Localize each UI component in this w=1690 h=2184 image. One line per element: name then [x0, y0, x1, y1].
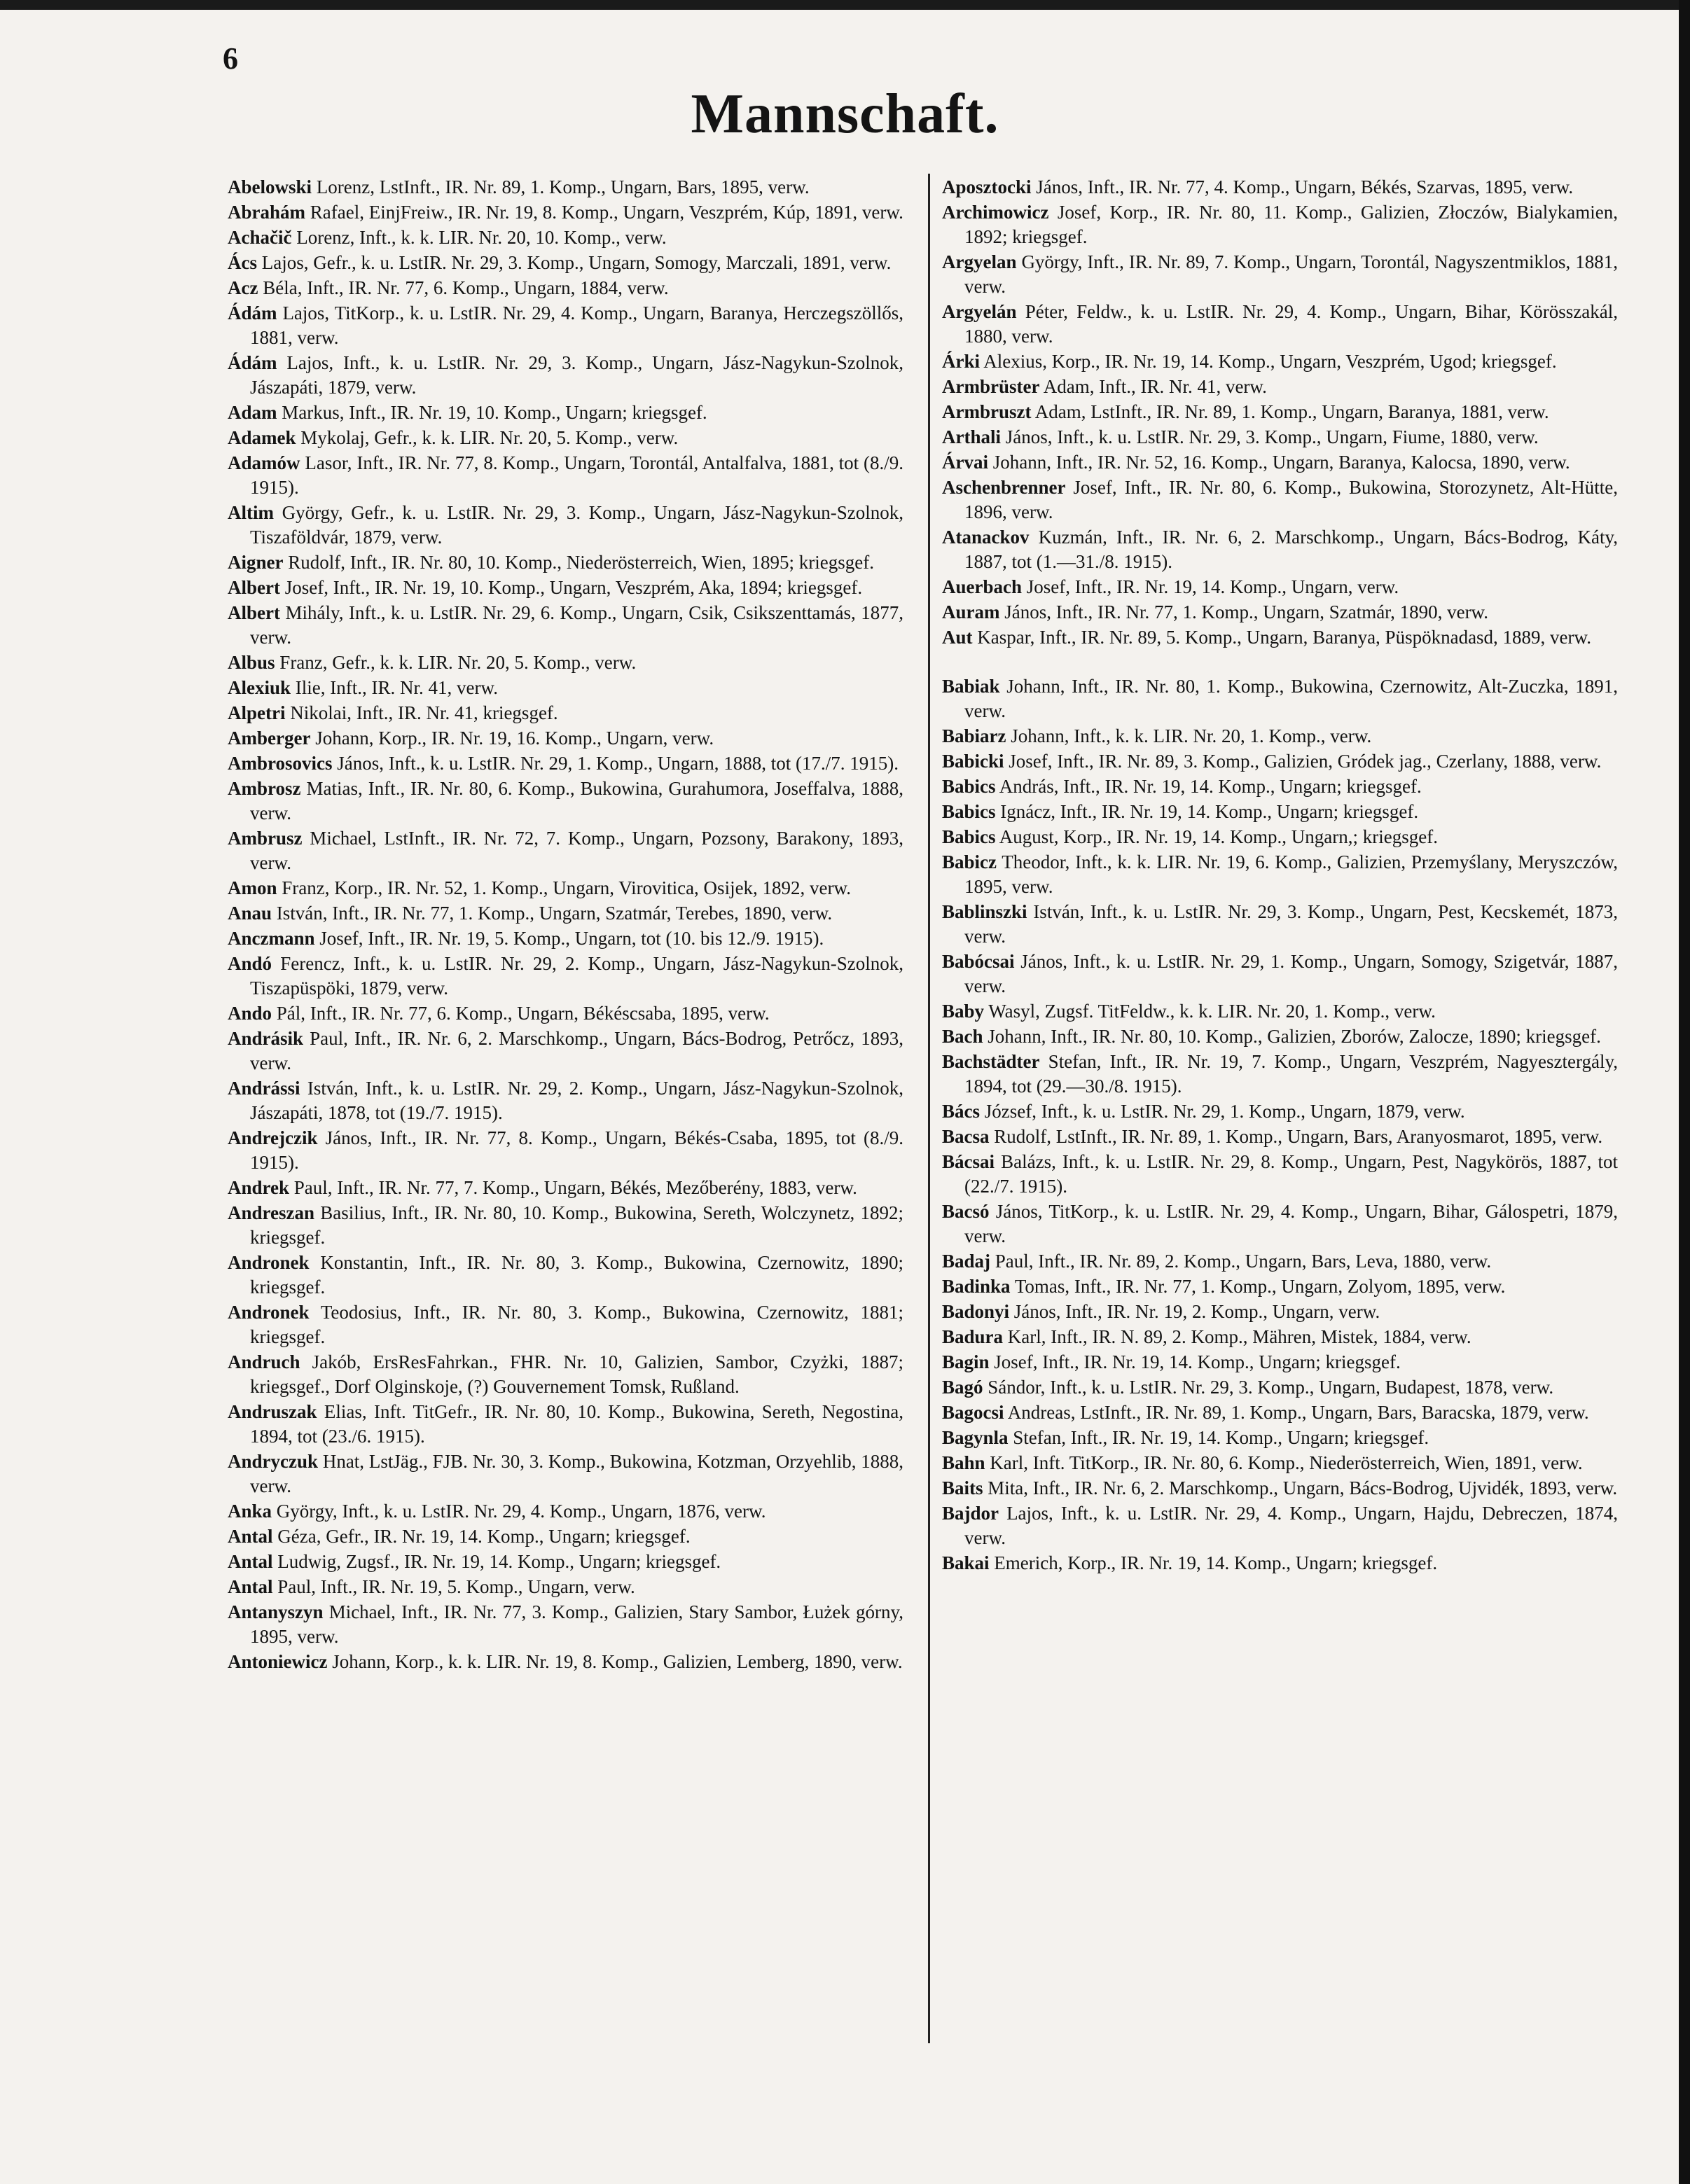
- roster-entry: [228, 1126, 903, 1175]
- entry-details: Sándor, Inft., k. u. LstIR. Nr. 29, 3. Komp., Ungarn, Budapest, 1878, verw.: [983, 1377, 1554, 1398]
- entry-details: Johann, Inft., IR. Nr. 80, 1. Komp., Bukowina, Czernowitz, Alt-Zuczka, 1891, verw.: [964, 676, 1618, 721]
- entry-surname: Atanackov: [942, 527, 1030, 548]
- entry-surname: Aposztocki: [942, 176, 1032, 197]
- roster-entry: [228, 401, 903, 425]
- entry-details: Stefan, Inft., IR. Nr. 19, 14. Komp., Ungarn; kriegsgef.: [1008, 1427, 1429, 1448]
- entry-details: András, Inft., IR. Nr. 19, 14. Komp., Ungarn; kriegsgef.: [995, 776, 1422, 797]
- entry-surname: Bablinszki: [942, 901, 1027, 922]
- entry-surname: Baits: [942, 1477, 983, 1498]
- entry-details: Pál, Inft., IR. Nr. 77, 6. Komp., Ungarn, Békéscsaba, 1895, verw.: [272, 1003, 770, 1024]
- entry-details: Rafael, EinjFreiw., IR. Nr. 19, 8. Komp., Ungarn, Veszprém, Kúp, 1891, verw.: [305, 202, 903, 223]
- roster-entry: [228, 826, 903, 875]
- entry-details: Géza, Gefr., IR. Nr. 19, 14. Komp., Ungarn; kriegsgef.: [272, 1526, 691, 1547]
- entry-details: János, Inft., IR. Nr. 77, 1. Komp., Ungarn, Szatmár, 1890, verw.: [999, 601, 1489, 622]
- entry-details: Josef, Korp., IR. Nr. 80, 11. Komp., Galizien, Złoczów, Bialykamien, 1892; kriegsgef.: [964, 202, 1618, 247]
- entry-surname: Abrahám: [228, 202, 306, 223]
- right-column-section-b: [942, 674, 1618, 1576]
- entry-details: Mykolaj, Gefr., k. k. LIR. Nr. 20, 5. Komp., verw.: [296, 427, 679, 448]
- roster-entry: [942, 1451, 1618, 1475]
- roster-entry: [228, 1300, 903, 1349]
- roster-entry: [942, 674, 1618, 723]
- entry-surname: Argyelán: [942, 301, 1017, 322]
- roster-entry: [942, 1249, 1618, 1274]
- entry-surname: Andrek: [228, 1177, 290, 1198]
- roster-entry: [228, 651, 903, 675]
- entry-surname: Armbruszt: [942, 401, 1032, 422]
- entry-surname: Bakai: [942, 1552, 990, 1573]
- entry-surname: Albert: [228, 577, 280, 598]
- entry-details: Adam, Inft., IR. Nr. 41, verw.: [1039, 376, 1267, 397]
- entry-details: Basilius, Inft., IR. Nr. 80, 10. Komp., Bukowina, Sereth, Wolczynetz, 1892; kriegsgef.: [250, 1202, 903, 1248]
- entry-details: Johann, Inft., IR. Nr. 80, 10. Komp., Galizien, Zborów, Zalocze, 1890; kriegsgef.: [983, 1026, 1601, 1047]
- roster-entry: [942, 450, 1618, 475]
- entry-surname: Amon: [228, 877, 277, 898]
- entry-surname: Alexiuk: [228, 677, 291, 698]
- entry-surname: Aut: [942, 627, 973, 648]
- entry-details: Ignácz, Inft., IR. Nr. 19, 14. Komp., Ungarn; kriegsgef.: [995, 801, 1419, 822]
- entry-details: Stefan, Inft., IR. Nr. 19, 7. Komp., Ungarn, Veszprém, Nagyesztergály, 1894, tot (29.—30./8. 1915).: [964, 1051, 1618, 1097]
- entry-surname: Aschenbrenner: [942, 477, 1066, 498]
- roster-entry: [228, 251, 903, 275]
- entry-surname: Ádám: [228, 352, 277, 373]
- entry-details: Matias, Inft., IR. Nr. 80, 6. Komp., Bukowina, Gurahumora, Joseffalva, 1888, verw.: [250, 778, 903, 823]
- roster-entry: [942, 800, 1618, 824]
- roster-entry: [942, 825, 1618, 849]
- entry-surname: Antoniewicz: [228, 1651, 328, 1672]
- roster-entry: [942, 175, 1618, 200]
- column-divider: [928, 174, 930, 2043]
- entry-details: Michael, LstInft., IR. Nr. 72, 7. Komp., Ungarn, Pozsony, Barakony, 1893, verw.: [250, 828, 903, 873]
- entry-details: Elias, Inft. TitGefr., IR. Nr. 80, 10. Komp., Bukowina, Sereth, Negostina, 1894, tot (23./6. 1915).: [250, 1401, 903, 1447]
- entry-surname: Babics: [942, 776, 996, 797]
- entry-surname: Bachstädter: [942, 1051, 1040, 1072]
- entry-surname: Badonyi: [942, 1301, 1010, 1322]
- entry-details: Adam, LstInft., IR. Nr. 89, 1. Komp., Ungarn, Baranya, 1881, verw.: [1031, 401, 1549, 422]
- entry-details: Paul, Inft., IR. Nr. 19, 5. Komp., Ungarn, verw.: [272, 1576, 635, 1597]
- entry-details: Johann, Korp., IR. Nr. 19, 16. Komp., Ungarn, verw.: [310, 728, 714, 749]
- entry-details: György, Inft., k. u. LstIR. Nr. 29, 4. Komp., Ungarn, 1876, verw.: [272, 1501, 766, 1522]
- entry-surname: Babicz: [942, 851, 997, 872]
- entry-details: Lajos, Gefr., k. u. LstIR. Nr. 29, 3. Komp., Ungarn, Somogy, Marczali, 1891, verw.: [257, 252, 892, 273]
- entry-details: Konstantin, Inft., IR. Nr. 80, 3. Komp., Bukowina, Czernowitz, 1890; kriegsgef.: [250, 1252, 903, 1298]
- entry-surname: Ács: [228, 252, 257, 273]
- entry-details: János, Inft., k. u. LstIR. Nr. 29, 3. Komp., Ungarn, Fiume, 1880, verw.: [1001, 426, 1539, 447]
- entry-surname: Bács: [942, 1101, 980, 1122]
- roster-entry: [942, 1125, 1618, 1149]
- entry-surname: Aigner: [228, 552, 284, 573]
- entry-details: Franz, Gefr., k. k. LIR. Nr. 20, 5. Komp., verw.: [275, 652, 637, 673]
- entry-details: Lorenz, Inft., k. k. LIR. Nr. 20, 10. Komp., verw.: [291, 227, 667, 248]
- entry-details: Ferencz, Inft., k. u. LstIR. Nr. 29, 2. Komp., Ungarn, Jász-Nagykun-Szolnok, Tiszapüspöki, 1879, verw.: [250, 953, 903, 999]
- entry-surname: Árvai: [942, 452, 988, 473]
- roster-entry: [228, 175, 903, 200]
- roster-entry: [942, 1300, 1618, 1324]
- entry-surname: Ádám: [228, 302, 277, 324]
- entry-surname: Arthali: [942, 426, 1001, 447]
- entry-surname: Andruch: [228, 1351, 300, 1372]
- entry-details: Rudolf, Inft., IR. Nr. 80, 10. Komp., Niederösterreich, Wien, 1895; kriegsgef.: [283, 552, 874, 573]
- entry-surname: Adamów: [228, 452, 300, 473]
- page-title: Mannschaft.: [691, 83, 999, 145]
- entry-details: József, Inft., k. u. LstIR. Nr. 29, 1. Komp., Ungarn, 1879, verw.: [980, 1101, 1465, 1122]
- entry-details: Lasor, Inft., IR. Nr. 77, 8. Komp., Ungarn, Torontál, Antalfalva, 1881, tot (8./9. 1915).: [250, 452, 903, 498]
- entry-surname: Albus: [228, 652, 275, 673]
- entry-surname: Andrejczik: [228, 1127, 318, 1148]
- entry-surname: Badinka: [942, 1276, 1011, 1297]
- roster-entry: [942, 950, 1618, 999]
- roster-entry: [942, 1150, 1618, 1199]
- entry-details: János, Inft., IR. Nr. 19, 2. Komp., Ungarn, verw.: [1009, 1301, 1380, 1322]
- entry-details: Theodor, Inft., k. k. LIR. Nr. 19, 6. Komp., Galizien, Przemyślany, Meryszczów, 1895, verw.: [964, 851, 1618, 897]
- entry-details: Jakób, ErsResFahrkan., FHR. Nr. 10, Galizien, Sambor, Czyżki, 1887; kriegsgef., Dorf Olginskoje, (?) Gouvernement Tomsk, Rußland.: [250, 1351, 903, 1397]
- entry-surname: Andrásik: [228, 1028, 304, 1049]
- roster-entry: [228, 876, 903, 900]
- roster-entry: [942, 475, 1618, 524]
- entry-surname: Auerbach: [942, 576, 1022, 597]
- entry-details: Josef, Inft., IR. Nr. 19, 5. Komp., Ungarn, tot (10. bis 12./9. 1915).: [314, 928, 824, 949]
- roster-entry: [228, 200, 903, 225]
- entry-details: Johann, Korp., k. k. LIR. Nr. 19, 8. Komp., Galizien, Lemberg, 1890, verw.: [327, 1651, 903, 1672]
- entry-details: István, Inft., k. u. LstIR. Nr. 29, 2. Komp., Ungarn, Jász-Nagykun-Szolnok, Jászapáti, 1878, tot (19./7. 1915).: [250, 1078, 903, 1123]
- roster-entry: [942, 575, 1618, 599]
- entry-details: August, Korp., IR. Nr. 19, 14. Komp., Ungarn,; kriegsgef.: [995, 826, 1438, 847]
- entry-details: Rudolf, LstInft., IR. Nr. 89, 1. Komp., Ungarn, Bars, Aranyosmarot, 1895, verw.: [989, 1126, 1603, 1147]
- roster-entry: [942, 724, 1618, 749]
- roster-entry: [942, 600, 1618, 625]
- entry-surname: Babicki: [942, 751, 1004, 772]
- entry-surname: Babiarz: [942, 725, 1006, 746]
- roster-entry: [228, 601, 903, 650]
- entry-surname: Bach: [942, 1026, 983, 1047]
- roster-entry: [942, 525, 1618, 574]
- page-number: 6: [223, 41, 238, 76]
- roster-entry: [942, 1050, 1618, 1099]
- entry-details: Josef, Inft., IR. Nr. 80, 6. Komp., Bukowina, Storozynetz, Alt-Hütte, 1896, verw.: [964, 477, 1618, 522]
- entry-details: Karl, Inft., IR. N. 89, 2. Komp., Mähren, Mistek, 1884, verw.: [1003, 1326, 1471, 1347]
- roster-entry: [942, 375, 1618, 399]
- roster-entry: [228, 1251, 903, 1300]
- entry-details: Alexius, Korp., IR. Nr. 19, 14. Komp., Ungarn, Veszprém, Ugod; kriegsgef.: [980, 351, 1557, 372]
- roster-entry: [942, 250, 1618, 299]
- entry-surname: Antal: [228, 1526, 273, 1547]
- entry-details: Lajos, Inft., k. u. LstIR. Nr. 29, 4. Komp., Ungarn, Hajdu, Debreczen, 1874, verw.: [964, 1503, 1618, 1548]
- roster-entry: [228, 451, 903, 500]
- scan-border-top: [0, 0, 1690, 10]
- roster-entry: [228, 726, 903, 751]
- roster-entry: [228, 1449, 903, 1498]
- roster-entry: [228, 1400, 903, 1449]
- entry-surname: Anau: [228, 903, 272, 924]
- roster-entry: [228, 576, 903, 600]
- entry-surname: Auram: [942, 601, 1000, 622]
- entry-details: Kaspar, Inft., IR. Nr. 89, 5. Komp., Ungarn, Baranya, Püspöknadasd, 1889, verw.: [972, 627, 1592, 648]
- entry-details: Nikolai, Inft., IR. Nr. 41, kriegsgef.: [285, 702, 558, 723]
- roster-entry: [228, 351, 903, 400]
- roster-entry: [942, 1551, 1618, 1576]
- roster-entry: [942, 774, 1618, 799]
- entry-surname: Antanyszyn: [228, 1601, 324, 1622]
- roster-entry: [942, 1501, 1618, 1550]
- entry-surname: Archimowicz: [942, 202, 1049, 223]
- roster-entry: [942, 999, 1618, 1024]
- entry-surname: Ando: [228, 1003, 272, 1024]
- entry-details: Hnat, LstJäg., FJB. Nr. 30, 3. Komp., Bukowina, Kotzman, Orzyehlib, 1888, verw.: [250, 1451, 903, 1496]
- entry-details: Mihály, Inft., k. u. LstIR. Nr. 29, 6. Komp., Ungarn, Csik, Csikszenttamás, 1877, verw.: [250, 602, 903, 648]
- entry-details: Paul, Inft., IR. Nr. 6, 2. Marschkomp., Ungarn, Bács-Bodrog, Petrőcz, 1893, verw.: [250, 1028, 903, 1073]
- roster-entry: [228, 1027, 903, 1076]
- entry-details: Lorenz, LstInft., IR. Nr. 89, 1. Komp., Ungarn, Bars, 1895, verw.: [312, 176, 810, 197]
- entry-surname: Babiak: [942, 676, 1000, 697]
- roster-entry: [228, 751, 903, 776]
- entry-surname: Bagynla: [942, 1427, 1009, 1448]
- roster-entry: [228, 501, 903, 550]
- roster-entry: [942, 1325, 1618, 1349]
- entry-surname: Bagó: [942, 1377, 983, 1398]
- entry-surname: Andronek: [228, 1302, 310, 1323]
- entry-surname: Ambrusz: [228, 828, 303, 849]
- roster-entry: [228, 426, 903, 450]
- roster-entry: [228, 952, 903, 1001]
- roster-entry: [942, 1199, 1618, 1249]
- roster-entry: [228, 1524, 903, 1549]
- roster-entry: [942, 850, 1618, 899]
- entry-surname: Bajdor: [942, 1503, 999, 1524]
- roster-entry: [228, 1575, 903, 1599]
- entry-details: Péter, Feldw., k. u. LstIR. Nr. 29, 4. Komp., Ungarn, Bihar, Körösszakál, 1880, verw.: [964, 301, 1618, 347]
- roster-entry: [228, 701, 903, 725]
- roster-entry: [228, 1001, 903, 1026]
- entry-details: János, Inft., k. u. LstIR. Nr. 29, 1. Komp., Ungarn, 1888, tot (17./7. 1915).: [332, 753, 899, 774]
- roster-entry: [942, 349, 1618, 374]
- entry-details: Wasyl, Zugsf. TitFeldw., k. k. LIR. Nr. 20, 1. Komp., verw.: [984, 1001, 1436, 1022]
- entry-details: György, Gefr., k. u. LstIR. Nr. 29, 3. Komp., Ungarn, Jász-Nagykun-Szolnok, Tiszaföldvár, 1879, verw.: [250, 502, 903, 548]
- entry-surname: Armbrüster: [942, 376, 1040, 397]
- entry-details: Josef, Inft., IR. Nr. 89, 3. Komp., Galizien, Gródek jag., Czerlany, 1888, verw.: [1004, 751, 1602, 772]
- roster-entry: [942, 1375, 1618, 1400]
- left-column: [228, 175, 903, 1675]
- entry-surname: Achačič: [228, 227, 292, 248]
- roster-entry: [942, 1274, 1618, 1299]
- entry-details: János, Inft., k. u. LstIR. Nr. 29, 1. Komp., Ungarn, Somogy, Szigetvár, 1887, verw.: [964, 951, 1618, 996]
- entry-details: György, Inft., IR. Nr. 89, 7. Komp., Ungarn, Torontál, Nagyszentmiklos, 1881, verw.: [964, 251, 1618, 297]
- roster-entry: [942, 1350, 1618, 1375]
- entry-details: Emerich, Korp., IR. Nr. 19, 14. Komp., Ungarn; kriegsgef.: [989, 1552, 1438, 1573]
- entry-surname: Andronek: [228, 1252, 310, 1273]
- roster-entry: [942, 625, 1618, 650]
- roster-entry: [228, 676, 903, 700]
- roster-entry: [228, 1350, 903, 1399]
- entry-surname: Babócsai: [942, 951, 1015, 972]
- entry-surname: Adam: [228, 402, 277, 423]
- entry-details: Ilie, Inft., IR. Nr. 41, verw.: [291, 677, 498, 698]
- roster-entry: [942, 425, 1618, 450]
- entry-surname: Anczmann: [228, 928, 315, 949]
- entry-surname: Acz: [228, 277, 258, 298]
- entry-surname: Ambrosovics: [228, 753, 333, 774]
- roster-entry: [228, 1176, 903, 1200]
- entry-details: Josef, Inft., IR. Nr. 19, 10. Komp., Ungarn, Veszprém, Aka, 1894; kriegsgef.: [279, 577, 863, 598]
- entry-details: Franz, Korp., IR. Nr. 52, 1. Komp., Ungarn, Virovitica, Osijek, 1892, verw.: [277, 877, 852, 898]
- entry-details: János, Inft., IR. Nr. 77, 8. Komp., Ungarn, Békés-Csaba, 1895, tot (8./9. 1915).: [250, 1127, 903, 1173]
- entry-surname: Andrássi: [228, 1078, 300, 1099]
- entry-surname: Anka: [228, 1501, 272, 1522]
- entry-surname: Bacsa: [942, 1126, 990, 1147]
- entry-details: Johann, Inft., k. k. LIR. Nr. 20, 1. Komp., verw.: [1006, 725, 1372, 746]
- entry-details: Balázs, Inft., k. u. LstIR. Nr. 29, 8. Komp., Ungarn, Pest, Nagykörös, 1887, tot (22./7. 1915).: [964, 1151, 1618, 1197]
- entry-surname: Amberger: [228, 728, 311, 749]
- entry-surname: Árki: [942, 351, 980, 372]
- entry-details: Teodosius, Inft., IR. Nr. 80, 3. Komp., Bukowina, Czernowitz, 1881; kriegsgef.: [250, 1302, 903, 1347]
- entry-details: Tomas, Inft., IR. Nr. 77, 1. Komp., Ungarn, Zolyom, 1895, verw.: [1010, 1276, 1506, 1297]
- entry-details: Michael, Inft., IR. Nr. 77, 3. Komp., Galizien, Stary Sambor, Łużek górny, 1895, verw.: [250, 1601, 903, 1647]
- roster-entry: [942, 900, 1618, 949]
- entry-surname: Altim: [228, 502, 274, 523]
- entry-details: Markus, Inft., IR. Nr. 19, 10. Komp., Ungarn; kriegsgef.: [277, 402, 707, 423]
- entry-details: István, Inft., IR. Nr. 77, 1. Komp., Ungarn, Szatmár, Terebes, 1890, verw.: [272, 903, 833, 924]
- entry-details: Kuzmán, Inft., IR. Nr. 6, 2. Marschkomp., Ungarn, Bács-Bodrog, Káty, 1887, tot (1.—31./8. 1915).: [964, 527, 1618, 572]
- entry-surname: Bahn: [942, 1452, 985, 1473]
- entry-surname: Bacsó: [942, 1201, 990, 1222]
- roster-entry: [228, 1600, 903, 1649]
- roster-entry: [228, 1650, 903, 1674]
- roster-entry: [228, 276, 903, 300]
- roster-entry: [228, 301, 903, 350]
- entry-details: János, Inft., IR. Nr. 77, 4. Komp., Ungarn, Békés, Szarvas, 1895, verw.: [1031, 176, 1574, 197]
- roster-entry: [228, 901, 903, 926]
- roster-entry: [228, 777, 903, 826]
- entry-surname: Bagocsi: [942, 1402, 1004, 1423]
- entry-surname: Andruszak: [228, 1401, 317, 1422]
- roster-entry: [228, 1201, 903, 1250]
- entry-details: János, TitKorp., k. u. LstIR. Nr. 29, 4. Komp., Ungarn, Bihar, Gálospetri, 1879, verw.: [964, 1201, 1618, 1246]
- roster-entry: [942, 1476, 1618, 1501]
- scan-border-right: [1679, 0, 1690, 2184]
- roster-entry: [942, 1099, 1618, 1124]
- entry-details: Lajos, TitKorp., k. u. LstIR. Nr. 29, 4. Komp., Ungarn, Baranya, Herczegszöllős, 1881, verw.: [250, 302, 903, 348]
- entry-details: Ludwig, Zugsf., IR. Nr. 19, 14. Komp., Ungarn; kriegsgef.: [272, 1551, 721, 1572]
- entry-details: Mita, Inft., IR. Nr. 6, 2. Marschkomp., Ungarn, Bács-Bodrog, Ujvidék, 1893, verw.: [983, 1477, 1618, 1498]
- right-column-section-a: [942, 175, 1618, 650]
- entry-surname: Bácsai: [942, 1151, 995, 1172]
- entry-surname: Baby: [942, 1001, 985, 1022]
- entry-surname: Adamek: [228, 427, 296, 448]
- roster-entry: [942, 1024, 1618, 1049]
- roster-entry: [942, 1426, 1618, 1450]
- entry-surname: Antal: [228, 1551, 273, 1572]
- right-column: [942, 175, 1618, 1576]
- entry-surname: Albert: [228, 602, 280, 623]
- entry-surname: Andreszan: [228, 1202, 315, 1223]
- entry-details: Paul, Inft., IR. Nr. 77, 7. Komp., Ungarn, Békés, Mezőberény, 1883, verw.: [289, 1177, 857, 1198]
- entry-surname: Argyelan: [942, 251, 1017, 272]
- entry-surname: Badaj: [942, 1251, 991, 1272]
- entry-surname: Abelowski: [228, 176, 312, 197]
- entry-details: István, Inft., k. u. LstIR. Nr. 29, 3. Komp., Ungarn, Pest, Kecskemét, 1873, verw.: [964, 901, 1618, 947]
- entry-details: Josef, Inft., IR. Nr. 19, 14. Komp., Ungarn; kriegsgef.: [989, 1351, 1401, 1372]
- roster-entry: [228, 1499, 903, 1524]
- entry-details: Andreas, LstInft., IR. Nr. 89, 1. Komp., Ungarn, Bars, Baracska, 1879, verw.: [1004, 1402, 1589, 1423]
- entry-details: Béla, Inft., IR. Nr. 77, 6. Komp., Ungarn, 1884, verw.: [258, 277, 669, 298]
- roster-entry: [942, 1400, 1618, 1425]
- entry-surname: Antal: [228, 1576, 273, 1597]
- entry-surname: Andó: [228, 953, 272, 974]
- roster-entry: [942, 200, 1618, 249]
- entry-surname: Andryczuk: [228, 1451, 319, 1472]
- roster-entry: [228, 550, 903, 575]
- entry-surname: Alpetri: [228, 702, 286, 723]
- entry-surname: Bagin: [942, 1351, 990, 1372]
- entry-details: Josef, Inft., IR. Nr. 19, 14. Komp., Ungarn, verw.: [1022, 576, 1399, 597]
- roster-entry: [228, 225, 903, 250]
- entry-details: Karl, Inft. TitKorp., IR. Nr. 80, 6. Komp., Niederösterreich, Wien, 1891, verw.: [985, 1452, 1583, 1473]
- roster-entry: [228, 1550, 903, 1574]
- roster-entry: [228, 926, 903, 951]
- roster-entry: [942, 400, 1618, 424]
- entry-details: Johann, Inft., IR. Nr. 52, 16. Komp., Ungarn, Baranya, Kalocsa, 1890, verw.: [988, 452, 1570, 473]
- roster-entry: [228, 1076, 903, 1125]
- entry-details: Lajos, Inft., k. u. LstIR. Nr. 29, 3. Komp., Ungarn, Jász-Nagykun-Szolnok, Jászapáti, 1879, verw.: [250, 352, 903, 398]
- entry-details: Paul, Inft., IR. Nr. 89, 2. Komp., Ungarn, Bars, Leva, 1880, verw.: [990, 1251, 1492, 1272]
- entry-surname: Babics: [942, 801, 996, 822]
- entry-surname: Badura: [942, 1326, 1004, 1347]
- roster-entry: [942, 749, 1618, 774]
- entry-surname: Babics: [942, 826, 996, 847]
- entry-surname: Ambrosz: [228, 778, 301, 799]
- section-spacer: [942, 651, 1618, 674]
- roster-entry: [942, 300, 1618, 349]
